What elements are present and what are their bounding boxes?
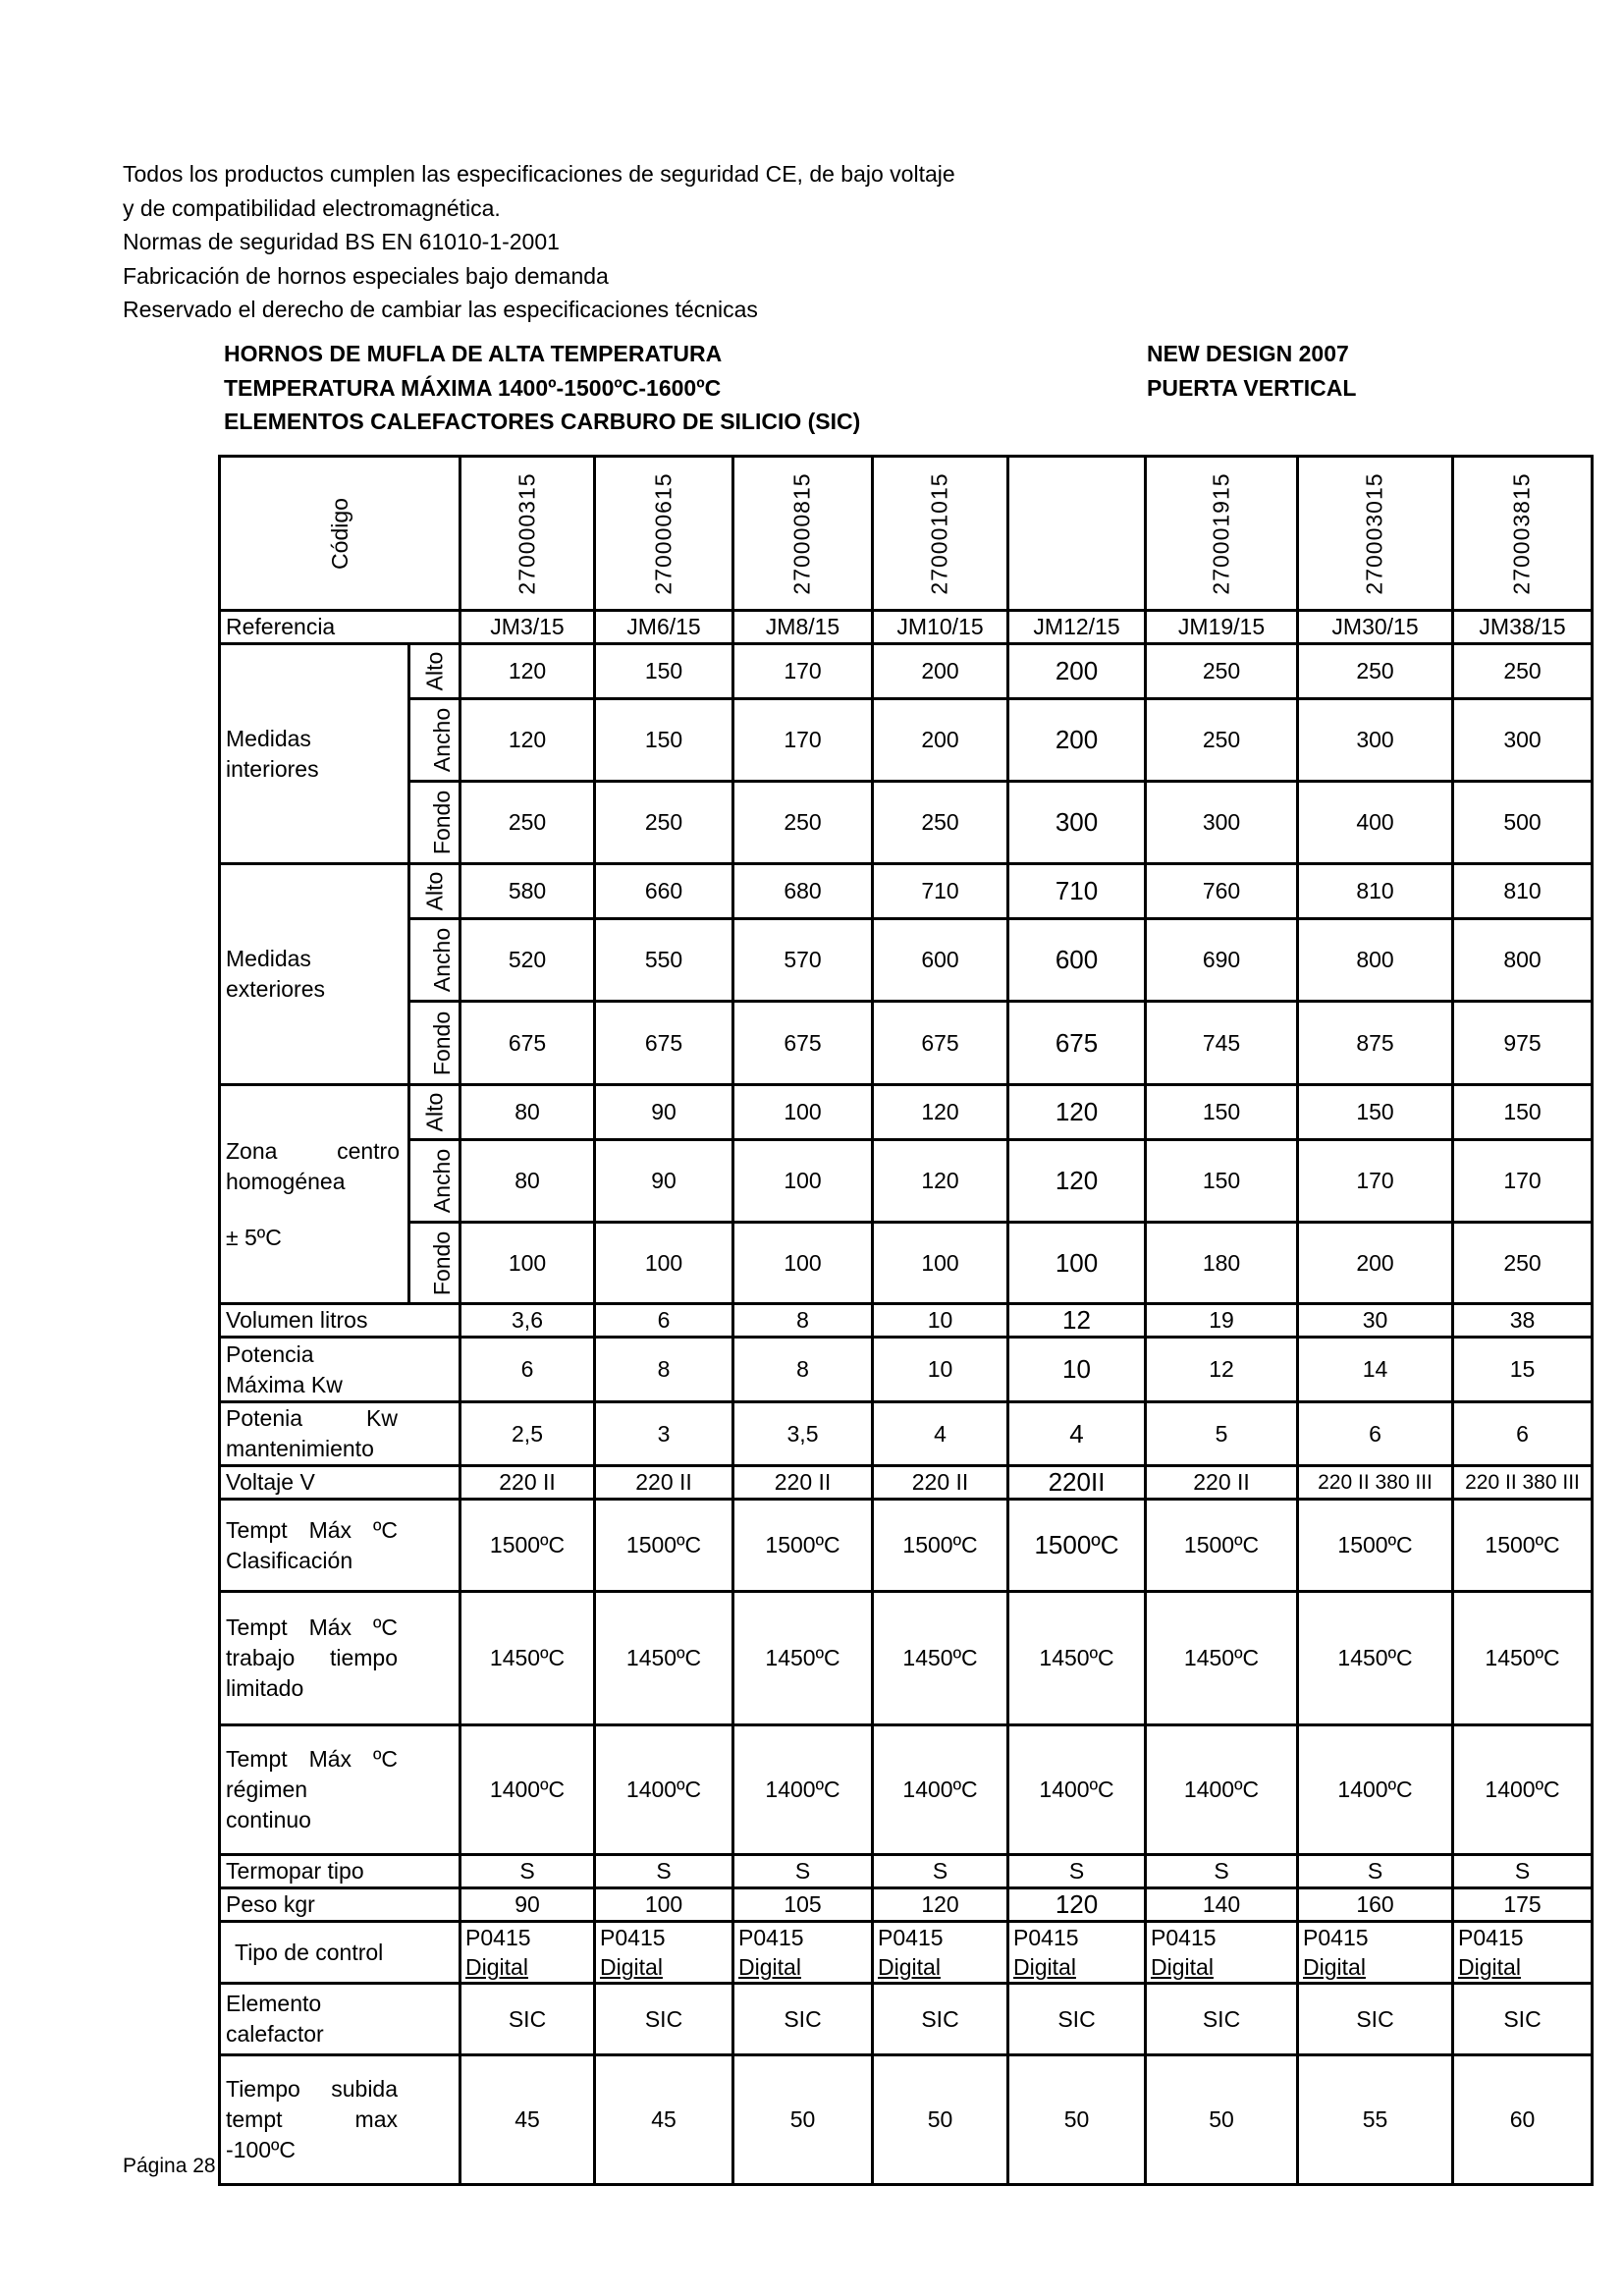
cell: 1500ºC <box>733 1500 873 1592</box>
cell: 30 <box>1298 1304 1453 1338</box>
cell: 220 II <box>733 1466 873 1500</box>
potencia-max-row <box>220 1338 1593 1402</box>
cell: 8 <box>595 1338 733 1402</box>
dim-label: Ancho <box>409 919 460 1002</box>
cell: 675 <box>873 1002 1008 1085</box>
cell: 120 <box>1008 1888 1146 1922</box>
spec-table <box>218 455 1594 2186</box>
compliance-notes <box>123 157 955 327</box>
row-label: Tempt Máx ºC régimen continuo <box>220 1725 460 1855</box>
cell: 150 <box>1453 1085 1593 1140</box>
cell: 140 <box>1146 1888 1298 1922</box>
cell: 1500ºC <box>1298 1500 1453 1592</box>
dim-label: Alto <box>409 864 460 919</box>
code-cell: 270001915 <box>1146 457 1298 611</box>
referencia-row <box>220 611 1593 644</box>
note-line: Fabricación de hornos especiales bajo demanda <box>123 262 609 289</box>
tolerance-label: ± 5ºC <box>226 1224 282 1250</box>
row-label: Volumen litros <box>220 1304 460 1338</box>
cell: 105 <box>733 1888 873 1922</box>
row-label: Referencia <box>220 611 460 644</box>
control-cell: P0415 Digital <box>1298 1922 1453 1984</box>
cell: 200 <box>1008 699 1146 782</box>
cell: 220 II <box>873 1466 1008 1500</box>
cell: 300 <box>1008 782 1146 864</box>
dim-label: Ancho <box>409 699 460 782</box>
cell: 710 <box>1008 864 1146 919</box>
cell: S <box>1008 1855 1146 1888</box>
cell: 120 <box>460 644 595 699</box>
cell: 6 <box>1453 1402 1593 1466</box>
cell: JM6/15 <box>595 611 733 644</box>
cell: S <box>595 1855 733 1888</box>
tempt-clasificacion-row <box>220 1500 1593 1592</box>
elemento-row <box>220 1984 1593 2055</box>
cell: 19 <box>1146 1304 1298 1338</box>
cell: 4 <box>873 1402 1008 1466</box>
cell: 3 <box>595 1402 733 1466</box>
cell: 200 <box>873 699 1008 782</box>
cell: 600 <box>873 919 1008 1002</box>
cell: 170 <box>1453 1140 1593 1223</box>
cell: 45 <box>595 2055 733 2185</box>
cell: JM30/15 <box>1298 611 1453 644</box>
cell: 675 <box>733 1002 873 1085</box>
cell: 6 <box>460 1338 595 1402</box>
cell: 250 <box>1146 644 1298 699</box>
cell: 875 <box>1298 1002 1453 1085</box>
code-row <box>220 457 1593 611</box>
cell: 800 <box>1453 919 1593 1002</box>
cell: 1500ºC <box>460 1500 595 1592</box>
heading-title: HORNOS DE MUFLA DE ALTA TEMPERATURA <box>224 341 723 366</box>
row-label: Potencia Máxima Kw <box>220 1338 460 1402</box>
cell: 90 <box>460 1888 595 1922</box>
cell: 100 <box>595 1888 733 1922</box>
cell: 220 II <box>1146 1466 1298 1500</box>
cell: 1400ºC <box>733 1725 873 1855</box>
cell: 120 <box>873 1085 1008 1140</box>
cell: 3,6 <box>460 1304 595 1338</box>
cell: SIC <box>460 1984 595 2055</box>
cell: 1450ºC <box>1146 1592 1298 1725</box>
cell: 680 <box>733 864 873 919</box>
cell: 100 <box>460 1223 595 1304</box>
cell: 55 <box>1298 2055 1453 2185</box>
cell: 150 <box>1146 1085 1298 1140</box>
cell: 675 <box>460 1002 595 1085</box>
cell: 120 <box>1008 1140 1146 1223</box>
design-heading <box>1147 337 1356 405</box>
cell: S <box>460 1855 595 1888</box>
row-label: Termopar tipo <box>220 1855 460 1888</box>
cell: 520 <box>460 919 595 1002</box>
ext-ancho-row <box>220 919 1593 1002</box>
cell: 570 <box>733 919 873 1002</box>
cell: 38 <box>1453 1304 1593 1338</box>
cell: 10 <box>873 1338 1008 1402</box>
cell: 1450ºC <box>733 1592 873 1725</box>
cell: 50 <box>873 2055 1008 2185</box>
cell: 300 <box>1146 782 1298 864</box>
cell: 100 <box>1008 1223 1146 1304</box>
cell: 200 <box>873 644 1008 699</box>
code-header: Código <box>220 457 460 611</box>
cell: 1400ºC <box>1453 1725 1593 1855</box>
cell: 100 <box>733 1085 873 1140</box>
cell: 150 <box>595 644 733 699</box>
note-line: Reservado el derecho de cambiar las especificaciones técnicas <box>123 297 758 322</box>
note-line: y de compatibilidad electromagnética. <box>123 194 501 221</box>
cell: 180 <box>1146 1223 1298 1304</box>
cell: S <box>873 1855 1008 1888</box>
control-cell: P0415 Digital <box>595 1922 733 1984</box>
page-number: Página 28 <box>123 2155 216 2177</box>
cell: S <box>1298 1855 1453 1888</box>
zona-label: Zona centro homogénea <box>226 1137 400 1194</box>
cell: SIC <box>1146 1984 1298 2055</box>
code-cell: 270003015 <box>1298 457 1453 611</box>
cell: 200 <box>1008 644 1146 699</box>
peso-row <box>220 1888 1593 1922</box>
cell: 170 <box>733 644 873 699</box>
dim-label: Alto <box>409 1085 460 1140</box>
control-cell: P0415 Digital <box>1008 1922 1146 1984</box>
cell: JM12/15 <box>1008 611 1146 644</box>
cell: 710 <box>873 864 1008 919</box>
cell: 4 <box>1008 1402 1146 1466</box>
dim-label: Alto <box>409 644 460 699</box>
note-line: Normas de seguridad BS EN 61010-1-2001 <box>123 229 560 254</box>
row-label: Voltaje V <box>220 1466 460 1500</box>
cell: 100 <box>733 1223 873 1304</box>
code-cell: 270001015 <box>873 457 1008 611</box>
group-label: Medidas exteriores <box>220 864 409 1085</box>
int-alto-row <box>220 644 1593 699</box>
cell: 90 <box>595 1140 733 1223</box>
cell: 3,5 <box>733 1402 873 1466</box>
product-heading <box>224 337 860 439</box>
cell: 1450ºC <box>595 1592 733 1725</box>
cell: 1450ºC <box>873 1592 1008 1725</box>
cell: JM19/15 <box>1146 611 1298 644</box>
cell: 90 <box>595 1085 733 1140</box>
cell: 100 <box>733 1140 873 1223</box>
cell: 1450ºC <box>1008 1592 1146 1725</box>
cell: 10 <box>1008 1338 1146 1402</box>
volumen-row <box>220 1304 1593 1338</box>
heading-max-temp: TEMPERATURA MÁXIMA 1400º-1500ºC-1600ºC <box>224 374 722 401</box>
cell: 12 <box>1146 1338 1298 1402</box>
cell: 1400ºC <box>460 1725 595 1855</box>
cell: 1450ºC <box>1298 1592 1453 1725</box>
cell: 1500ºC <box>1008 1500 1146 1592</box>
cell: 175 <box>1453 1888 1593 1922</box>
cell: 600 <box>1008 919 1146 1002</box>
cell: S <box>733 1855 873 1888</box>
code-cell: 270003815 <box>1453 457 1593 611</box>
dim-label: Ancho <box>409 1140 460 1223</box>
group-label <box>220 1085 409 1304</box>
group-label: Medidas interiores <box>220 644 409 864</box>
cell: 200 <box>1298 1223 1453 1304</box>
cell: 550 <box>595 919 733 1002</box>
cell: 1450ºC <box>1453 1592 1593 1725</box>
cell: 250 <box>1453 644 1593 699</box>
row-label: Tempt Máx ºC trabajo tiempo limitado <box>220 1592 460 1725</box>
cell: 60 <box>1453 2055 1593 2185</box>
cell: 1500ºC <box>873 1500 1008 1592</box>
ext-fondo-row <box>220 1002 1593 1085</box>
row-label: Tipo de control <box>220 1922 460 1984</box>
cell: SIC <box>1298 1984 1453 2055</box>
cell: 220 II <box>460 1466 595 1500</box>
cell: 160 <box>1298 1888 1453 1922</box>
termopar-row <box>220 1855 1593 1888</box>
control-cell: P0415 Digital <box>460 1922 595 1984</box>
cell: 810 <box>1453 864 1593 919</box>
cell: 170 <box>1298 1140 1453 1223</box>
cell: S <box>1146 1855 1298 1888</box>
cell: 250 <box>873 782 1008 864</box>
cell: 120 <box>873 1888 1008 1922</box>
row-label: Tempt Máx ºC Clasificación <box>220 1500 460 1592</box>
cell: 150 <box>595 699 733 782</box>
zona-alto-row <box>220 1085 1593 1140</box>
cell: 300 <box>1453 699 1593 782</box>
cell: 150 <box>1298 1085 1453 1140</box>
cell: 12 <box>1008 1304 1146 1338</box>
cell: SIC <box>595 1984 733 2055</box>
cell: 1400ºC <box>1008 1725 1146 1855</box>
cell: 1400ºC <box>873 1725 1008 1855</box>
cell: 1400ºC <box>1146 1725 1298 1855</box>
cell: 10 <box>873 1304 1008 1338</box>
cell: 80 <box>460 1140 595 1223</box>
control-row <box>220 1922 1593 1984</box>
code-cell: 270000815 <box>733 457 873 611</box>
cell: SIC <box>1008 1984 1146 2055</box>
cell: 50 <box>733 2055 873 2185</box>
cell: 675 <box>595 1002 733 1085</box>
cell: 760 <box>1146 864 1298 919</box>
cell: 250 <box>595 782 733 864</box>
cell: 100 <box>873 1223 1008 1304</box>
cell: 220 II 380 III <box>1453 1466 1593 1500</box>
potencia-mant-row <box>220 1402 1593 1466</box>
cell: 250 <box>1298 644 1453 699</box>
cell: JM10/15 <box>873 611 1008 644</box>
cell: JM3/15 <box>460 611 595 644</box>
cell: 690 <box>1146 919 1298 1002</box>
cell: 1400ºC <box>595 1725 733 1855</box>
cell: 220II <box>1008 1466 1146 1500</box>
code-cell: 270000315 <box>460 457 595 611</box>
cell: 1450ºC <box>460 1592 595 1725</box>
cell: 1500ºC <box>595 1500 733 1592</box>
note-line: Todos los productos cumplen las especificaciones de seguridad CE, de bajo voltaje <box>123 161 955 187</box>
heading-door: PUERTA VERTICAL <box>1147 374 1357 401</box>
ext-alto-row <box>220 864 1593 919</box>
code-cell <box>1008 457 1146 611</box>
cell: 250 <box>733 782 873 864</box>
cell: S <box>1453 1855 1593 1888</box>
tempt-continuo-row <box>220 1725 1593 1855</box>
cell: 80 <box>460 1085 595 1140</box>
cell: 100 <box>595 1223 733 1304</box>
cell: 150 <box>1146 1140 1298 1223</box>
voltaje-row <box>220 1466 1593 1500</box>
dim-label: Fondo <box>409 782 460 864</box>
cell: 50 <box>1146 2055 1298 2185</box>
cell: 5 <box>1146 1402 1298 1466</box>
cell: 300 <box>1298 699 1453 782</box>
cell: 1500ºC <box>1453 1500 1593 1592</box>
cell: 810 <box>1298 864 1453 919</box>
cell: 120 <box>460 699 595 782</box>
cell: 2,5 <box>460 1402 595 1466</box>
dim-label: Fondo <box>409 1223 460 1304</box>
code-cell: 270000615 <box>595 457 733 611</box>
cell: 975 <box>1453 1002 1593 1085</box>
cell: 120 <box>873 1140 1008 1223</box>
cell: 675 <box>1008 1002 1146 1085</box>
cell: 220 II <box>595 1466 733 1500</box>
cell: 800 <box>1298 919 1453 1002</box>
int-fondo-row <box>220 782 1593 864</box>
row-label: Tiempo subida tempt max -100ºC <box>220 2055 460 2185</box>
cell: SIC <box>733 1984 873 2055</box>
zona-ancho-row <box>220 1140 1593 1223</box>
control-cell: P0415 Digital <box>1146 1922 1298 1984</box>
cell: SIC <box>1453 1984 1593 2055</box>
cell: 660 <box>595 864 733 919</box>
cell: JM8/15 <box>733 611 873 644</box>
cell: 6 <box>1298 1402 1453 1466</box>
cell: 250 <box>460 782 595 864</box>
tempt-limitado-row <box>220 1592 1593 1725</box>
row-label: Elemento calefactor <box>220 1984 460 2055</box>
cell: 14 <box>1298 1338 1453 1402</box>
cell: 745 <box>1146 1002 1298 1085</box>
cell: 120 <box>1008 1085 1146 1140</box>
cell: 1500ºC <box>1146 1500 1298 1592</box>
cell: 15 <box>1453 1338 1593 1402</box>
cell: 500 <box>1453 782 1593 864</box>
dim-label: Fondo <box>409 1002 460 1085</box>
cell: 250 <box>1146 699 1298 782</box>
cell: JM38/15 <box>1453 611 1593 644</box>
cell: 8 <box>733 1304 873 1338</box>
heading-design: NEW DESIGN 2007 <box>1147 341 1349 366</box>
control-cell: P0415 Digital <box>873 1922 1008 1984</box>
cell: SIC <box>873 1984 1008 2055</box>
cell: 220 II 380 III <box>1298 1466 1453 1500</box>
tiempo-subida-row <box>220 2055 1593 2185</box>
cell: 1400ºC <box>1298 1725 1453 1855</box>
cell: 45 <box>460 2055 595 2185</box>
cell: 6 <box>595 1304 733 1338</box>
cell: 8 <box>733 1338 873 1402</box>
int-ancho-row <box>220 699 1593 782</box>
cell: 250 <box>1453 1223 1593 1304</box>
heading-elements: ELEMENTOS CALEFACTORES CARBURO DE SILICIO (SIC) <box>224 409 861 434</box>
cell: 50 <box>1008 2055 1146 2185</box>
control-cell: P0415 Digital <box>1453 1922 1593 1984</box>
cell: 580 <box>460 864 595 919</box>
row-label: Potenia Kw mantenimiento <box>220 1402 460 1466</box>
cell: 170 <box>733 699 873 782</box>
zona-fondo-row <box>220 1223 1593 1304</box>
row-label: Peso kgr <box>220 1888 460 1922</box>
control-cell: P0415 Digital <box>733 1922 873 1984</box>
cell: 400 <box>1298 782 1453 864</box>
